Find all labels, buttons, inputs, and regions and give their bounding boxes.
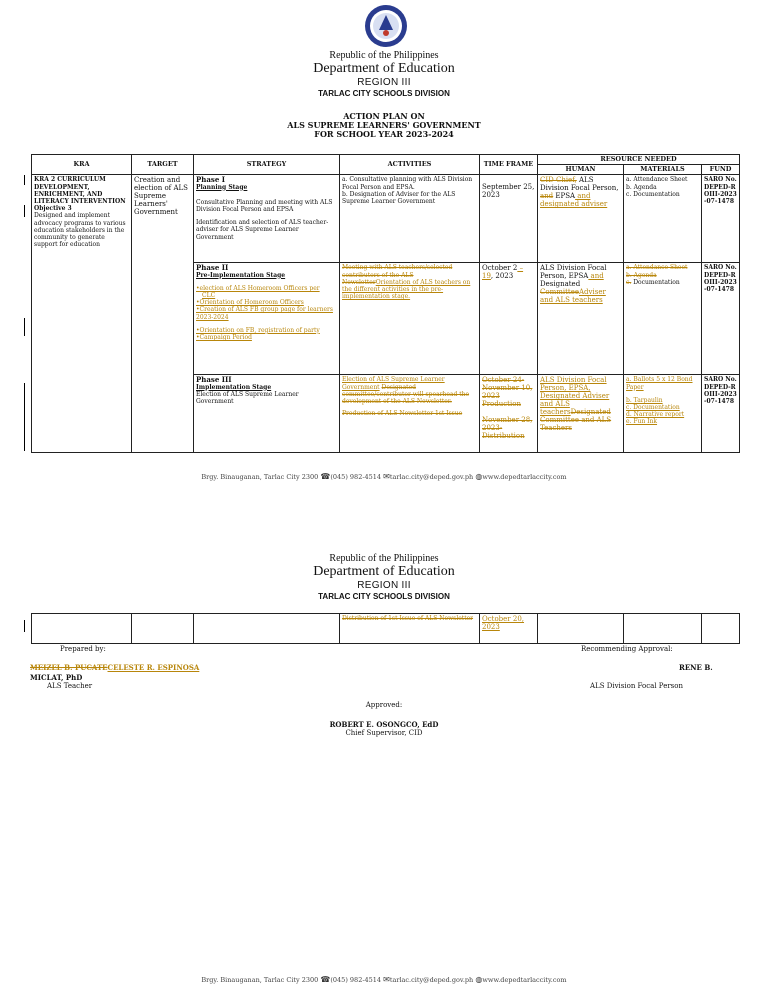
phase3-time-deleted3: November 28, 2023-Distribution bbox=[482, 416, 533, 441]
phase3-material-e: e. Fun Ink bbox=[626, 418, 658, 426]
prepared-label: Prepared by: bbox=[60, 645, 106, 653]
footer-email: tarlac.city@deped.gov.ph bbox=[389, 473, 474, 481]
phase2-strategy3-text: Creation of ALS FB group page for learners 2023-2024 bbox=[196, 306, 333, 321]
prepared-name-deleted: MEIZEL B. PUCATE bbox=[30, 663, 108, 672]
phase2-material-c-deleted: c. bbox=[626, 278, 632, 286]
phase1-activity-b: b. Designation of Adviser for the ALS Supreme Learner Government bbox=[342, 190, 456, 206]
phase2-human-inserted: and bbox=[588, 272, 604, 281]
phase2-time-b: – 19 bbox=[482, 264, 524, 281]
empty-cell bbox=[538, 614, 624, 644]
phase3-human-deleted: Designated Committee and ALS Teachers bbox=[540, 408, 612, 433]
phase2-material-b: b. Agenda bbox=[626, 271, 657, 279]
continued-activity-deleted: Distribution of 1st Issue of ALS Newsletter bbox=[342, 615, 474, 622]
phase2-stage: Pre-Implementation Stage bbox=[196, 271, 286, 279]
globe-icon: ◍ bbox=[475, 975, 483, 984]
phase2-material-c-text: Documentation bbox=[631, 278, 680, 286]
phase1-human-deleted: CID Chief, bbox=[540, 176, 577, 185]
empty-cell bbox=[194, 614, 340, 644]
activities-cell bbox=[340, 263, 480, 375]
phone-icon: ☎ bbox=[320, 975, 331, 984]
strategy-cell bbox=[194, 263, 340, 375]
phase2-human-deleted: Committee bbox=[540, 288, 579, 297]
continued-time bbox=[480, 614, 538, 644]
phase3-activity-deleted2: Production of ALS Newsletter 1st Issue bbox=[342, 410, 463, 418]
prepared-role: ALS Teacher bbox=[47, 682, 93, 690]
phase2-strategy1: •election of ALS Homeroom Officers per bbox=[196, 284, 320, 292]
empty-cell bbox=[132, 614, 194, 644]
phase1-material-b: b. Agenda bbox=[626, 183, 657, 191]
header-time-frame: TIME FRAME bbox=[480, 155, 538, 175]
footer-phone: (045) 982-4514 bbox=[330, 976, 382, 984]
footer-web: www.depedtarlaccity.com bbox=[482, 976, 567, 984]
department-title: Department of Education bbox=[313, 564, 455, 579]
phase2-materials bbox=[624, 263, 702, 375]
phase1-materials bbox=[624, 175, 702, 263]
action-plan-table-continued bbox=[31, 613, 740, 644]
strategy-cell bbox=[194, 175, 340, 263]
footer-address: Brgy. Binauganan, Tarlac City 2300 bbox=[201, 473, 319, 481]
header-fund: FUND bbox=[702, 165, 740, 175]
doc-title-line3: FOR SCHOOL YEAR 2023-2024 bbox=[314, 129, 454, 139]
phase3-material-b: b. Tarpaulin bbox=[626, 396, 663, 404]
phase3-time-deleted: October 24-November 10, 2023 bbox=[482, 376, 533, 401]
activities-cell bbox=[340, 175, 480, 263]
continued-activity bbox=[340, 614, 480, 644]
phase3-activity-inserted: Election of ALS Supreme Learner Government bbox=[342, 376, 445, 391]
recommending-role: ALS Division Focal Person bbox=[590, 682, 683, 690]
phase1-material-a: a. Attendance Sheet bbox=[626, 176, 688, 184]
kra-objective: Objective 3 bbox=[34, 205, 72, 213]
header-resource-needed: RESOURCE NEEDED bbox=[538, 155, 740, 165]
footer-address: Brgy. Binauganan, Tarlac City 2300 bbox=[201, 976, 319, 984]
doc-title-line1: ACTION PLAN ON bbox=[343, 111, 425, 121]
phase2-time-c: , 2023 bbox=[490, 272, 514, 281]
phase1-strategy1: Consultative Planning and meeting with ALS Division Focal Person and EPSA bbox=[196, 198, 333, 214]
approved-label: Approved: bbox=[365, 701, 403, 709]
empty-cell bbox=[702, 614, 740, 644]
approved-role: Chief Supervisor, CID bbox=[345, 729, 423, 737]
phase2-strategy1-text: election of ALS Homeroom Officers per bbox=[199, 284, 320, 292]
phase1-material-c: c. Documentation bbox=[626, 190, 680, 198]
phase1-fund: SARO No. DEPED-ROIII-2023-07-1478 bbox=[702, 175, 740, 263]
phase3-materials bbox=[624, 375, 702, 453]
header-kra: KRA bbox=[32, 155, 132, 175]
phase1-strategy2: Identification and selection of ALS teacher-adviser for ALS Supreme Learner Government bbox=[196, 219, 329, 241]
phase1-time: September 25, 2023 bbox=[480, 175, 538, 263]
phase2-activity-deleted: Meeting with ALS teachers/selected contributors of the ALS Newsletter bbox=[342, 264, 453, 286]
phase1-title: Phase I bbox=[196, 175, 225, 185]
header-target: TARGET bbox=[132, 155, 194, 175]
phase2-strategy4-text: Orientation on FB, registration of party bbox=[199, 326, 320, 334]
phase1-human-text2: EPSA bbox=[553, 192, 576, 201]
phase2-human-text: ALS Division Focal Person, EPSA bbox=[540, 264, 607, 281]
phase3-material-a: a. Ballots 5 x 12 Bond Paper bbox=[626, 376, 693, 391]
footer-email: tarlac.city@deped.gov.ph bbox=[389, 976, 474, 984]
phase2-strategy2-text: Orientation of Homeroom Officers bbox=[199, 299, 304, 307]
phase2-strategy3: •Creation of ALS FB group page for learners 2023-2024 bbox=[196, 306, 333, 321]
phase3-activity-deleted: Designated committee/contributor will spearhead the development of the ALS Newsletter. bbox=[342, 383, 470, 406]
division-label: TARLAC CITY SCHOOLS DIVISION bbox=[318, 89, 450, 98]
phase3-time-deleted2: Production bbox=[482, 400, 521, 409]
phase1-human-inserted: and designated adviser bbox=[540, 192, 608, 209]
phase2-human-text2: Designated bbox=[540, 280, 581, 289]
kra-heading: KRA 2 CURRICULUM DEVELOPMENT, ENRICHMENT, AND LITERACY INTERVENTION bbox=[34, 176, 126, 206]
division-label: TARLAC CITY SCHOOLS DIVISION bbox=[318, 592, 450, 601]
phase3-fund: SARO No. DEPED-ROIII-2023-07-1478 bbox=[702, 375, 740, 453]
recommending-name-a: RENE B. bbox=[679, 663, 713, 672]
email-icon: ✉ bbox=[383, 975, 390, 984]
phone-icon: ☎ bbox=[320, 472, 331, 481]
phase2-material-c bbox=[626, 279, 699, 286]
header-activities: ACTIVITIES bbox=[340, 155, 480, 175]
phase2-strategy5: •Campaign Period bbox=[196, 334, 252, 342]
page1-footer bbox=[0, 472, 768, 481]
phase3-human-inserted: ALS Division Focal Person, EPSA, Designated Adviser and ALS teachers bbox=[540, 376, 610, 417]
phase2-strategy1b: CLC bbox=[202, 292, 216, 300]
prepared-name bbox=[30, 663, 199, 672]
phase1-human-text: ALS Division Focal Person, bbox=[540, 176, 619, 193]
phase2-strategy5-text: Campaign Period bbox=[199, 334, 252, 342]
table-row bbox=[32, 614, 740, 644]
revision-marker bbox=[24, 318, 25, 336]
republic-label: Republic of the Philippines bbox=[329, 50, 439, 61]
empty-cell bbox=[624, 614, 702, 644]
phase1-stage: Planning Stage bbox=[196, 183, 248, 191]
region-label: REGION III bbox=[357, 580, 411, 591]
header-human: HUMAN bbox=[538, 165, 624, 175]
footer-phone: (045) 982-4514 bbox=[330, 473, 382, 481]
phase3-stage: Implementation Stage bbox=[196, 383, 272, 391]
phase3-material-d: d. Narrative report bbox=[626, 411, 685, 419]
empty-cell bbox=[32, 614, 132, 644]
header-materials: MATERIALS bbox=[624, 165, 702, 175]
phase3-time bbox=[480, 375, 538, 453]
approved-name: ROBERT E. OSONGCO, EdD bbox=[329, 720, 439, 729]
phase3-title: Phase III bbox=[196, 375, 232, 385]
header-strategy: STRATEGY bbox=[194, 155, 340, 175]
phase3-strategy: Election of ALS Supreme Learner Government bbox=[196, 390, 299, 406]
revision-marker bbox=[24, 620, 25, 632]
phase2-fund: SARO No. DEPED-ROIII-2023-07-1478 bbox=[702, 263, 740, 375]
prepared-name-inserted: CELESTE R. ESPINOSA bbox=[107, 663, 200, 672]
kra-text: Designed and implement advocacy programs to various education stakeholders in the community to generate support for education bbox=[34, 212, 126, 249]
phase2-title: Phase II bbox=[196, 263, 229, 273]
phase3-human bbox=[538, 375, 624, 453]
revision-marker bbox=[24, 383, 25, 451]
action-plan-table bbox=[31, 154, 740, 453]
globe-icon: ◍ bbox=[475, 472, 483, 481]
deped-seal-icon bbox=[364, 4, 408, 48]
revision-marker bbox=[24, 205, 25, 217]
footer-web: www.depedtarlaccity.com bbox=[482, 473, 567, 481]
phase2-time-a: October 2 bbox=[482, 264, 518, 273]
phase2-activity-inserted: Orientation of ALS teachers on the different activities in the pre-implementation stage. bbox=[342, 278, 471, 301]
target-cell: Creation and election of ALS Supreme Learners' Government bbox=[132, 175, 194, 453]
kra-cell bbox=[32, 175, 132, 453]
region-label: REGION III bbox=[357, 77, 411, 88]
revision-marker bbox=[24, 175, 25, 185]
recommending-name-b: MICLAT, PhD bbox=[30, 673, 83, 682]
phase3-material-c: c. Documentation bbox=[626, 404, 680, 412]
phase2-strategy2: •Orientation of Homeroom Officers bbox=[196, 299, 304, 307]
page2-footer bbox=[0, 975, 768, 984]
activities-cell bbox=[340, 375, 480, 453]
department-title: Department of Education bbox=[313, 61, 455, 76]
doc-title-line2: ALS SUPREME LEARNERS' GOVERNMENT bbox=[287, 120, 481, 130]
phase2-time bbox=[480, 263, 538, 375]
continued-time-inserted: October 20, 2023 bbox=[482, 615, 525, 631]
phase1-human-deleted2: and bbox=[540, 192, 554, 201]
recommending-label: Recommending Approval: bbox=[581, 645, 673, 653]
email-icon: ✉ bbox=[383, 472, 390, 481]
phase2-material-a: a. Attendance Sheet bbox=[626, 264, 688, 272]
phase2-strategy4: •Orientation on FB, registration of party bbox=[196, 326, 320, 334]
phase1-human bbox=[538, 175, 624, 263]
phase2-human-inserted2: Adviser and ALS teachers bbox=[540, 288, 606, 305]
republic-label: Republic of the Philippines bbox=[329, 553, 439, 564]
strategy-cell bbox=[194, 375, 340, 453]
phase1-activity-a: a. Consultative planning with ALS Division Focal Person and EPSA. bbox=[342, 176, 473, 191]
table-row bbox=[32, 175, 740, 263]
phase2-human bbox=[538, 263, 624, 375]
doc-title bbox=[0, 112, 768, 139]
